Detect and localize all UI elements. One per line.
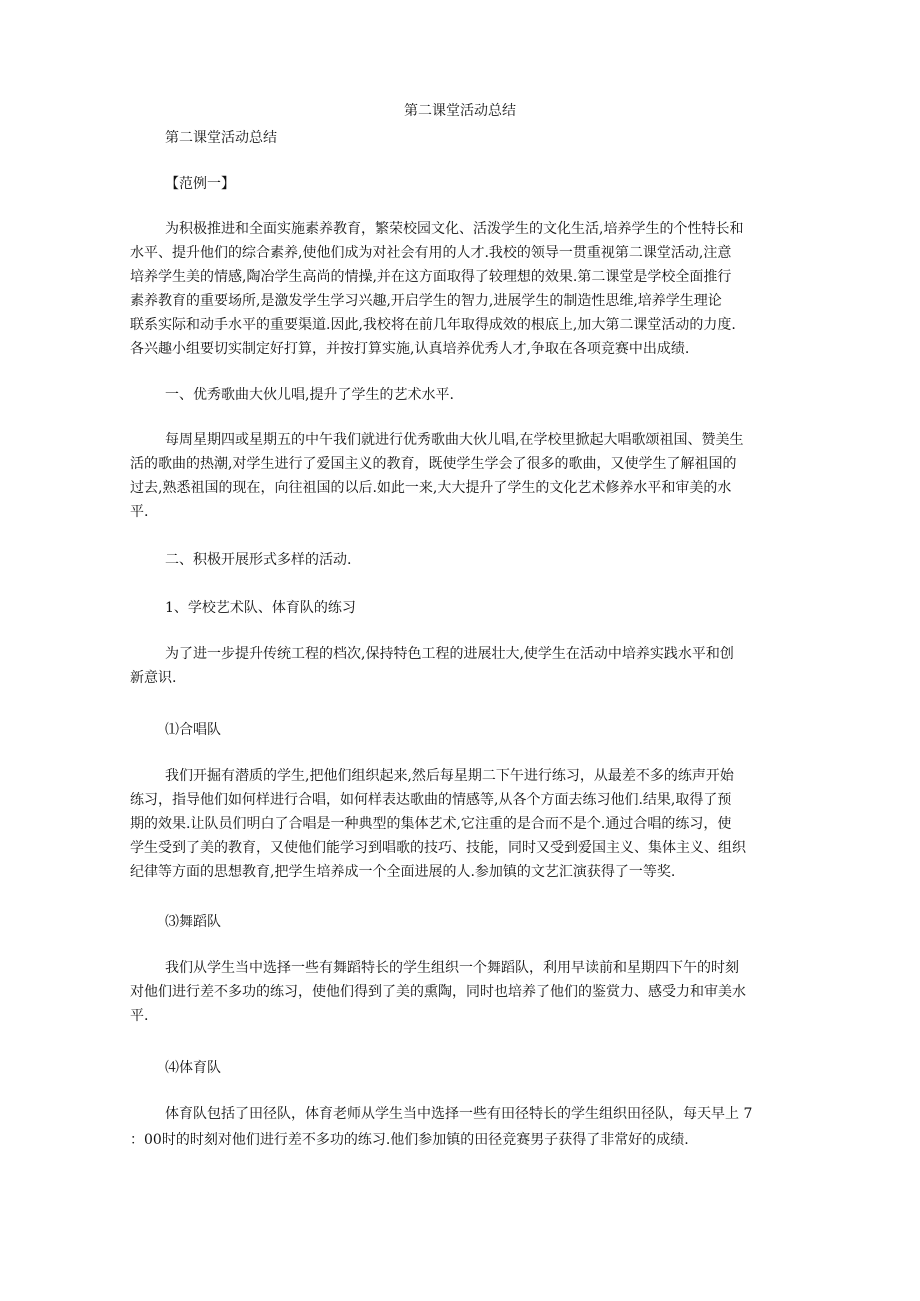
intro-line: 联系实际和动手水平的重要渠道.因此,我校将在前几年取得成效的根底上,加大第二课堂活动的力度. (130, 317, 736, 333)
section1-line: 每周星期四或星期五的中午我们就进行优秀歌曲大伙儿唱,在学校里掀起大唱歌颂祖国、赞美生 (165, 432, 744, 448)
choir-line: 我们开掘有潜质的学生,把他们组织起来,然后每星期二下午进行练习，从最差不多的练声开始 (165, 768, 734, 784)
section1-line: 过去,熟悉祖国的现在，向往祖国的以后.如此一来,大大提升了学生的文化艺术修养水平和审美的水 (130, 480, 732, 496)
sub1-line: 为了进一步提升传统工程的档次,保持特色工程的进展壮大,使学生在活动中培养实践水平和创 (165, 646, 734, 662)
intro-line: 素养教育的重要场所,是激发学生学习兴趣,开启学生的智力,进展学生的制造性思维,培养学生理论 (130, 293, 722, 309)
intro-line: 水平、提升他们的综合素养,使他们成为对社会有用的人才.我校的领导一贯重视第二课堂活动,注意 (130, 245, 732, 261)
section1-line: 平. (130, 504, 149, 520)
dance-line: 我们从学生当中选择一些有舞蹈特长的学生组织一个舞蹈队，利用早读前和星期四下午的时刻 (165, 960, 739, 976)
section1-heading: 一、优秀歌曲大伙儿唱,提升了学生的艺术水平. (165, 387, 454, 403)
choir-line: 练习，指导他们如何样进行合唱，如何样表达歌曲的情感等,从各个方面去练习他们.结果,取得了预 (130, 792, 732, 808)
dance-line: 平. (130, 1008, 149, 1024)
choir-line: 期的效果.让队员们明白了合唱是一种典型的集体艺术,它注重的是合而不是个.通过合唱的练习，使 (130, 816, 732, 832)
document-subtitle: 第二课堂活动总结 (165, 130, 277, 146)
sports-heading: ⑷体育队 (165, 1060, 221, 1076)
sub1-line: 新意识. (130, 670, 177, 686)
document-title: 第二课堂活动总结 (404, 103, 516, 119)
intro-line: 各兴趣小组要切实制定好打算，并按打算实施,认真培养优秀人才,争取在各项竞赛中出成绩. (130, 341, 690, 357)
dance-heading: ⑶舞蹈队 (165, 914, 221, 930)
section2-heading: 二、积极开展形式多样的活动. (165, 552, 352, 568)
sports-line: ：00时的时刻对他们进行差不多功的练习.他们参加镇的田径竞赛男子获得了非常好的成绩. (130, 1132, 689, 1148)
intro-line: 为积极推进和全面实施素养教育，繁荣校园文化、活泼学生的文化生活,培养学生的个性特长和 (165, 221, 744, 237)
section1-line: 活的歌曲的热潮,对学生进行了爱国主义的教育，既使学生学会了很多的歌曲，又使学生了解祖国的 (130, 456, 737, 472)
dance-line: 对他们进行差不多功的练习，使他们得到了美的熏陶，同时也培养了他们的鉴赏力、感受力和审美水 (130, 984, 746, 1000)
choir-heading: ⑴合唱队 (165, 722, 221, 738)
choir-line: 纪律等方面的思想教育,把学生培养成一个全面进展的人.参加镇的文艺汇演获得了一等奖. (130, 864, 676, 880)
sub1-heading: 1、学校艺术队、体育队的练习 (165, 600, 356, 616)
intro-line: 培养学生美的情感,陶冶学生高尚的情操,并在这方面取得了较理想的效果.第二课堂是学校全面推行 (130, 269, 732, 285)
example-label: 【范例一】 (165, 176, 235, 192)
choir-line: 学生受到了美的教育，又使他们能学习到唱歌的技巧、技能，同时又受到爱国主义、集体主义、组织 (130, 840, 746, 856)
sports-line: 体育队包括了田径队，体育老师从学生当中选择一些有田径特长的学生组织田径队，每天早上 7 (165, 1106, 753, 1122)
